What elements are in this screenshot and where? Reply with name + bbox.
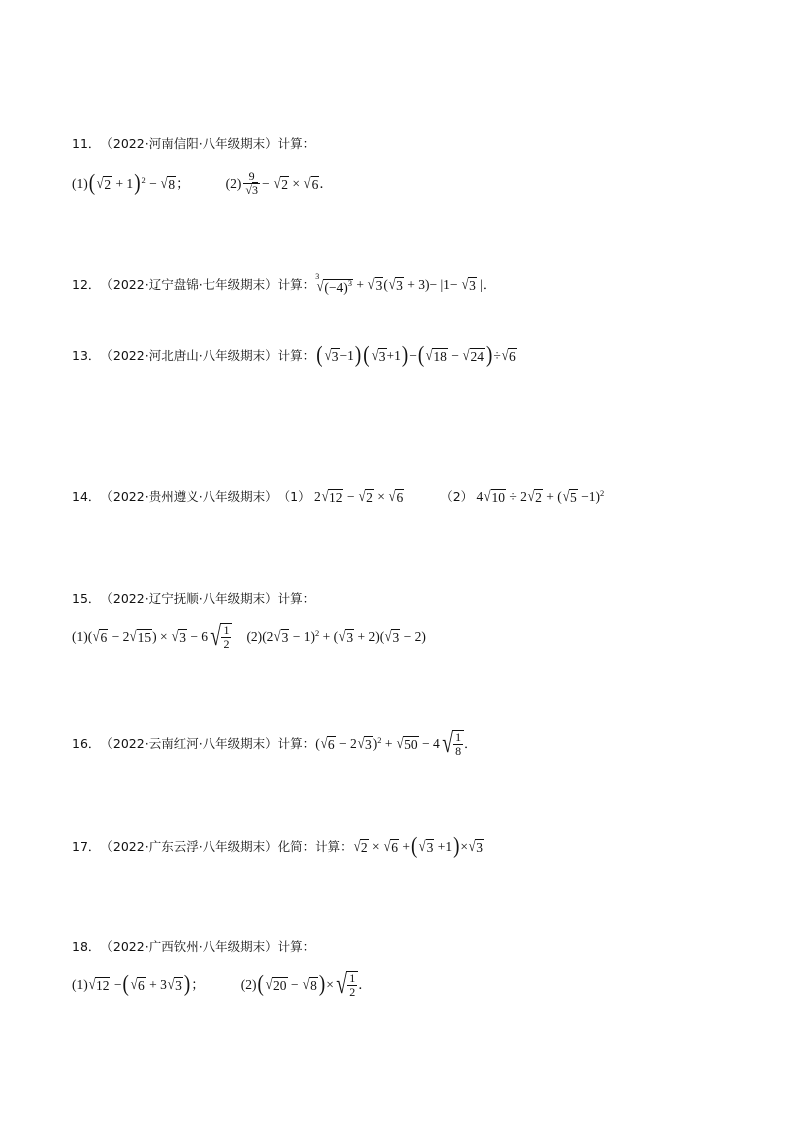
problem-number: 11． — [72, 136, 101, 151]
problem-source: （2022·河北唐山·八年级期末） — [100, 348, 278, 363]
problem-16-formula: ( √ 6 − 2 √ 3 ) $^2$ + √ 50 − 4 √ $\frac{1}{8}$ — [315, 730, 464, 758]
problem-13 — [72, 342, 517, 368]
problem-14-formula-2: 4 √ 10 ÷ 2 √ 2 + ( √ 5 −1) $^2$ — [473, 488, 605, 505]
problem-18-header — [72, 937, 315, 957]
part-end: ； — [191, 977, 205, 992]
problem-source: （2022·贵州遵义·八年级期末） — [100, 489, 278, 504]
problem-14 — [72, 487, 604, 507]
part-label: （2） — [440, 489, 474, 504]
problem-17-formula: √ 2 × √ 6 + ( √ 3 +1 ) × √ 3 — [353, 833, 484, 859]
part-end: ． — [482, 277, 496, 292]
part-label: (2) — [225, 175, 242, 191]
problem-verb: 计算： — [277, 277, 316, 292]
problem-12-formula: 3 √ $(-4)^3$ + √ 3 ( √ 3 + 3)− |1− √ 3 | — [315, 272, 483, 295]
problem-source: （2022·广东云浮·八年级期末） — [100, 839, 278, 854]
radical-sqrt8: √ 8 — [160, 175, 176, 192]
problem-verb: 计算： — [277, 939, 316, 954]
problem-number: 18． — [72, 939, 101, 954]
problem-number: 14． — [72, 489, 101, 504]
part-label: (1) — [72, 629, 88, 644]
part-end: ． — [464, 736, 477, 751]
problem-number: 17． — [72, 839, 101, 854]
problem-15-formula: (1) ( √ 6 − 2 √ 15 ) × √ 3 − 6 √ $\frac{1}{2}$ (2) (2 √ 3 − 1) $^2$ + ( √ 3 + 2)( √ 3 − 2) — [72, 621, 426, 652]
problem-verb: 计算： — [277, 591, 316, 606]
problem-15-header — [72, 589, 315, 609]
problem-14-formula-1: 2 √ 12 − √ 2 × √ 6 — [310, 489, 404, 505]
fraction: $\frac{9}{√3}$ — [245, 169, 258, 197]
problem-source: （2022·辽宁盘锦·七年级期末） — [100, 277, 278, 292]
problem-16 — [72, 727, 477, 761]
problem-number: 13． — [72, 348, 101, 363]
problem-source: （2022·辽宁抚顺·八年级期末） — [100, 591, 278, 606]
part-end: ． — [319, 175, 333, 191]
problem-13-formula: ( √ 3 −1 ) ( √ 3 +1 ) − ( √ 18 − √ 24 ) ÷ √ 6 — [316, 342, 516, 368]
problem-number: 16． — [72, 736, 101, 751]
part-label: (1) — [72, 175, 88, 191]
problem-source: （2022·云南红河·八年级期末） — [100, 736, 278, 751]
problem-verb: 计算： — [277, 136, 316, 151]
problem-18-formula: (1) √ 12 − ( √ 6 + 3 √ 3 ) ； (2) ( √ 20 − √ 8 ) × √ $\frac{1}{2}$ ． — [72, 969, 372, 1000]
problem-17 — [72, 833, 484, 859]
part-end: ； — [176, 175, 190, 191]
problem-11-header — [72, 134, 315, 154]
radical-sqrt2: √ 2 — [96, 175, 112, 192]
part-label: （1） — [277, 489, 311, 504]
part-end: ． — [358, 977, 372, 992]
problem-12 — [72, 272, 496, 295]
part-label: (2) — [246, 629, 263, 644]
problem-verb: 化简：计算： — [277, 839, 353, 854]
part-label: (2) — [240, 977, 257, 992]
problem-number: 12． — [72, 277, 101, 292]
problem-number: 15． — [72, 591, 101, 606]
problem-source: （2022·广西钦州·八年级期末） — [100, 939, 278, 954]
problem-verb: 计算： — [277, 736, 316, 751]
problem-11-formula: (1) ( √ 2 + 1 ) $^2$ − √ 8 ； (2) $\frac{9}{√3}$ − √ 2 × √ 6 ． — [72, 169, 333, 197]
problem-verb: 计算： — [277, 348, 316, 363]
part-label: (1) — [72, 977, 88, 992]
problem-source: （2022·河南信阳·八年级期末） — [100, 136, 278, 151]
